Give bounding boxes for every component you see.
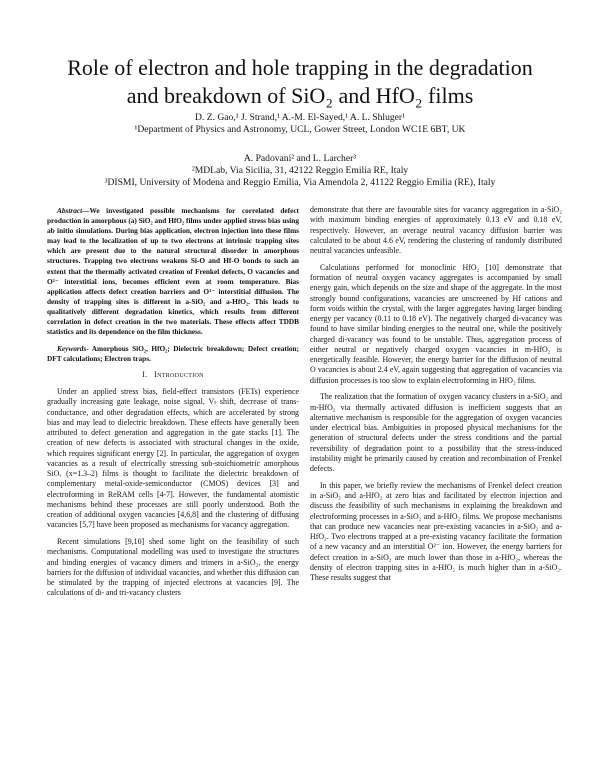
body-paragraph-3: The realization that the formation of oxygen vacancy clusters in a-SiO₂ and m-HfO₂ via thermally activated diffusion is inefficient suggests that an alternative mechanism is responsible for the aggregation of oxygen vacancies under electrical bias. Ambiguities in proposed physical mechanisms for the generation of structural defects under the stress conditions and the partial reversibility of degradation point to a possibility that the stress-induced instability might be primarily caused by creation and recombination of Frenkel defects.	[310, 392, 562, 473]
abstract-text: —We investigated possible mechanisms for correlated defect production in amorphous (a) SiO₂ and HfO₂ films under applied stress bias using ab initio simulations. During bias application, electron injection into these films may lead to the localization of up to two electrons at intrinsic trapping sites which are present due to the natural structural disorder in amorphous structures. Trapping two electrons weakens Si-O and Hf-O bonds to such an extent that the thermally activated creation of Frenkel defects, O vacancies and O²⁻ interstitial ions, becomes efficient even at room temperature. Bias application affects defect creation barriers and O²⁻ interstitial diffusion. The density of trapping sites is different in a-SiO₂ and a-HfO₂. This leads to qualitatively different degradation kinetics, which results from different correlation in defect creation in the two materials. These effects affect TDDB statistics and its dependence on the film thickness.	[47, 206, 299, 337]
author-affiliation-3: ³DISMI, University of Modena and Reggio Emilia, Via Amendola 2, 41122 Reggio Emilia (RE), Italy	[104, 177, 496, 189]
author-block-2	[30, 153, 570, 190]
author-names-1: D. Z. Gao,¹ J. Strand,¹ A.-M. El-Sayed,¹ A. L. Shluger¹	[194, 112, 406, 123]
body-paragraph-2: Calculations performed for monoclinic HfO₂ [10] demonstrate that formation of neutral oxygen vacancy aggregates is accompanied by small energy gain, which depends on the size and shape of the aggregate. In the most strongly bound configurations, vacancies are unscreened by Hf cations and form voids within the crystal, with the larger aggregates having larger binding energy per vacancy (0.11 to 0.18 eV). The negatively charged di-vacancy was found to have similar binding energies to the neutral one, while the positively charged di-vacancy was found to be unstable. Thus, aggregation process of either neutral or negatively charged oxygen vacancies in m-HfO₂ is energetically feasible. However, the energy barrier for the diffusion of neutral O vacancies is about 2.4 eV, again suggesting that aggregation of vacancies via diffusion processes is too slow to explain electroforming in HfO₂ films.	[310, 262, 562, 385]
keywords-label: Keywords	[57, 343, 87, 353]
author-affiliation-2: ²MDLab, Via Sicilia, 31, 42122 Reggio Emilia RE, Italy	[191, 165, 409, 177]
author-block-1	[30, 112, 570, 136]
title-line-2: and breakdown of SiO₂ and HfO₂ films	[126, 83, 474, 108]
left-column	[47, 206, 299, 605]
paper-title	[30, 54, 570, 110]
keywords	[47, 344, 299, 364]
title-line-1: Role of electron and hole trapping in the degradation	[67, 55, 533, 80]
section-heading-introduction	[47, 370, 299, 380]
body-paragraph-4: In this paper, we briefly review the mechanisms of Frenkel defect creation in a-SiO₂ and a-HfO₂ at zero bias and facilitated by electron injection and discuss the feasibility of such mechanisms in explaining the breakdown and electroforming processes in a-SiO₂ and a-HfO₂ films. We propose mechanisms that can produce new vacancies near pre-existing vacancies in a-SiO₂ and a-HfO₂. Two electrons trapped at a pre-existing vacancy facilitate the formation of a new vacancy and an interstitial O²⁻ ion. However, the energy barriers for defect creation in a-SiO₂ are much lower than those in a-HfO₂, whereas the density of electron trapping sites in a-HfO₂ is much higher than in a-SiO₂. These results suggest that	[310, 480, 562, 582]
abstract-label: Abstract	[57, 206, 83, 215]
keywords-text: - Amorphous SiO₂, HfO₂; Dielectric breakdown; Defect creation; DFT calculations; Electron traps.	[47, 343, 299, 363]
right-column	[310, 205, 562, 590]
abstract	[47, 206, 299, 337]
intro-paragraph-1: Under an applied stress bias, field-effect transistors (FETs) experience gradually increasing gate leakage, noise signal, Vₜ shift, decrease of trans-conductance, and other degradation effects, which are accelerated by strong bias and may lead to dielectric breakdown. These effects have generally been attributed to defect generation and aggregation in the gate stacks [1]. The creation of new defects is associated with structural changes in the oxide, which requires significant energy [2]. In particular, the aggregation of oxygen vacancies as a result of electrically stressing sub-stoichiometric amorphous SiOₓ (x=1.3–2) films is thought to facilitate the dielectric breakdown of complementary metal-oxide-semiconductor (CMOS) devices [3] and electroforming in ReRAM cells [4-7]. However, the fundamental atomistic mechanisms behind these processes are still poorly understood. Both the creation of additional oxygen vacancies [4,6,8] and the clustering of diffusing vacancies [5,7] have been proposed as mechanisms for vacancy aggregation.	[47, 387, 299, 530]
intro-paragraph-2: Recent simulations [9,10] shed some light on the feasibility of such mechanisms. Computational modelling was used to investigate the structures and binding energies of vacancy dimers and trimers in a-SiO₂, the energy barriers for the diffusion of individual vacancies, and whether this diffusion can be stimulated by the trapping of injected electrons at vacancies [9]. The calculations of di- and tri-vacancy clusters	[47, 537, 299, 598]
author-affiliation-1: ¹Department of Physics and Astronomy, UCL, Gower Street, London WC1E 6BT, UK	[134, 124, 466, 136]
section-title: Introduction	[154, 370, 204, 380]
author-names-2: A. Padovani² and L. Larcher³	[243, 153, 357, 164]
section-number: I.	[142, 370, 148, 380]
body-paragraph-1: demonstrate that there are favourable sites for vacancy aggregation in a-SiO₂ with maximum binding energies of approximately 0.13 eV and 0.18 eV, respectively. However, an average neutral vacancy diffusion barrier was calculated to be about 4.6 eV, rendering the clustering of randomly distributed neutral vacancies unfeasible.	[310, 205, 562, 255]
